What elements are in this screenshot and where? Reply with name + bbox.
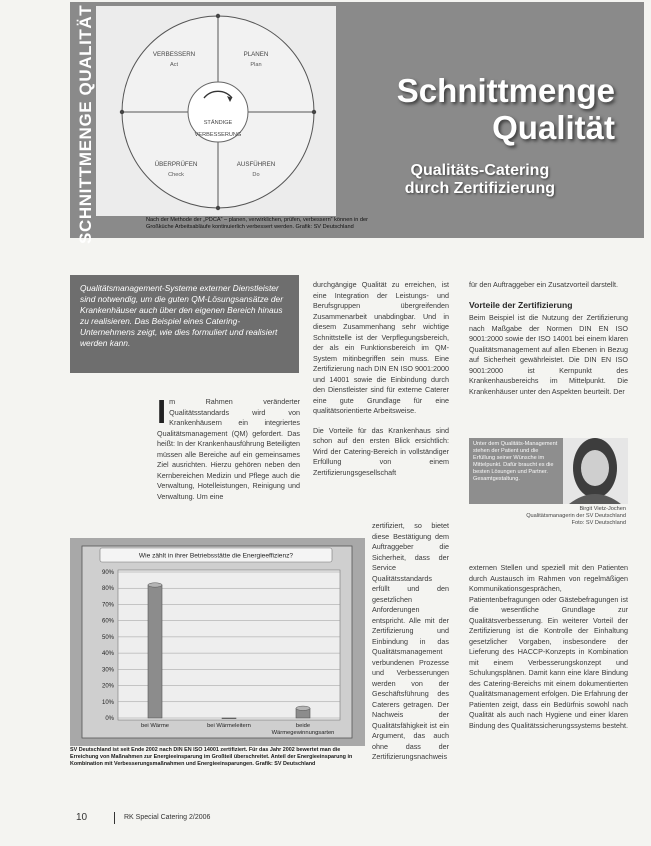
pdca-diagram: [96, 6, 336, 216]
center-label-top: STÄNDIGE: [203, 120, 233, 126]
footer-divider: [114, 812, 115, 824]
page-number: 10: [76, 812, 88, 823]
lead-paragraph: Qualitätsmanagement-Systeme externer Dienstleister sind notwendig, um die guten QM-Lösungsansätze der Krankenhäuser auch über den eigenen Bereich hinaus zu realisieren. Das Beispiel eines Catering-Unternehmens zeigt, wie dies formuliert und realisiert werden kann.: [70, 275, 299, 373]
body-column-right-continued: [469, 563, 628, 740]
publication-name: RK Special Catering 2/2006: [124, 814, 211, 821]
y-tick-label: 0%: [105, 716, 114, 722]
x-tick-label: Wärmegewinnungsarten: [271, 730, 335, 736]
body-paragraph: Die Vorteile für das Krankenhaus sind schon auf den ersten Blick ersichtlich: Wird der Catering-Bereich in vollständiger Erfüllung von einem Zertifizierungsgesellschaft: [313, 425, 449, 477]
body-paragraph: externen Stellen und speziell mit den Patienten durch Austausch im Rahmen von regelmäßigen Kommunikationsgesprächen, Patientenbefragungen oder Gästebefragungen ist die wesentliche Grundlage zur Qualitätsverbesserung. Ein weiterer Vorteil der Zertifizierung ist die Kontrolle der Einhaltung gesetzlicher Vorgaben, insbesondere der Lieferung des HACCP-Konzepts in Kombination mit einem Verbesserungskonzept und Schulungsplänen. Damit kann eine klare Bindung des Catering-Bereichs mit einem dokumentierten Qualitätsmanagement erfolgen. Die Erfahrung der Patienten zeigt, dass ein Bedürfnis sowohl nach Qualität als auch nach Hygiene und einer klaren Bindung des Qualitätssicherungssystems besteht.: [469, 563, 629, 730]
quadrant-plan-sub: Plan: [250, 62, 262, 68]
page-title: [397, 72, 615, 146]
portrait-credit: Foto: SV Deutschland: [571, 520, 626, 526]
body-column-left: [157, 393, 300, 511]
y-tick-label: 80%: [101, 586, 114, 593]
quadrant-act-sub: Act: [169, 62, 179, 68]
bar-cap: [296, 706, 310, 710]
quadrant-check-title: ÜBERPRÜFEN: [154, 161, 198, 168]
x-tick-label: beide: [295, 723, 311, 729]
y-tick-label: 50%: [101, 634, 114, 641]
quadrant-do-sub: Do: [252, 172, 260, 178]
x-tick-label: bei Wärme: [140, 723, 170, 729]
y-tick-label: 40%: [101, 651, 114, 658]
body-paragraph: zertifiziert, so bietet diese Bestätigung dem Auftraggeber die Sicherheit, dass der Service Qualitätsstandards erfüllt und den gesetzlichen Anforderungen entspricht. Alle mit der Zertifizierung und Einbindung in das Qualitätsmanagement verbundenen Prozesse und Verbesserungen werden von der Geschäftsführung des Caterers getragen. Der Nachweis der Qualitätsfähigkeit ist ein Argument, das auch ohne dass der Zertifizierungsnachweis: [372, 521, 449, 761]
chart-container: [70, 538, 365, 746]
body-paragraph: Beim Beispiel ist die Nutzung der Zertifizierung nach Maßgabe der Normen DIN EN ISO 9001:2000 sowie der ISO 14001 bei einem klaren Qualitätsmanagement auf allen Ebenen in Bezug auf Sicherheit gewährleistet. Die DIN EN ISO 9001:2000 ist Kernpunkt des Krankenhausbereichs im Mittelpunkt. Die Krankenhäuser unter den Aspekten beurteilt. Der: [469, 313, 628, 396]
portrait-caption: [475, 506, 626, 527]
diagram-caption: Nach der Methode der „PDCA“ – planen, verwirklichen, prüfen, verbessern“ können in der Großküche Arbeitsabläufe kontinuierlich verbessert werden. Grafik: SV Deutschland: [146, 217, 368, 230]
quadrant-do-title: AUSFÜHREN: [236, 161, 276, 168]
body-column-right: [469, 280, 628, 406]
x-tick-label: bei Wärmeleitern: [207, 723, 251, 729]
chart-caption: SV Deutschland ist seit Ende 2002 nach DIN EN ISO 14001 zertifiziert. Für das Jahr 2002 bewertet man die Erreichung von Maßnahmen zur Energieeinsparung im Großteil überschreitet. Anteil der Energieeinsparung in Kombination mit Verbesserungsmaßnahmen und Energieeinsparungen. Grafik: SV Deutschland: [70, 747, 353, 767]
page-subtitle: [405, 162, 555, 198]
bar: [148, 585, 162, 718]
section-heading: Vorteile der Zertifizierung: [469, 299, 573, 310]
y-tick-label: 10%: [101, 699, 114, 706]
subtitle-line-2: durch Zertifizierung: [404, 180, 555, 197]
chart-title: Wie zählt in ihrer Betriebsstätte die Energieeffizienz?: [138, 552, 294, 560]
title-line-2: Qualität: [492, 109, 615, 146]
bar-cap: [148, 583, 162, 587]
quadrant-act-title: VERBESSERN: [152, 51, 196, 58]
quadrant-plan-title: PLANEN: [243, 51, 269, 58]
y-tick-label: 30%: [101, 667, 114, 674]
pdca-cycle-graphic: [96, 6, 336, 216]
bar-chart: [70, 538, 365, 746]
portrait-name: Birgit Vietz-Jochen: [579, 506, 626, 512]
drop-cap: I: [157, 393, 167, 430]
body-column-middle-continued: [372, 521, 449, 772]
y-tick-label: 60%: [101, 618, 114, 625]
y-tick-label: 90%: [101, 570, 114, 576]
center-label-bottom: VERBESSERUNG: [194, 132, 242, 138]
y-tick-label: 20%: [101, 683, 114, 690]
quadrant-check-sub: Check: [168, 172, 184, 178]
bar: [222, 718, 236, 719]
body-paragraph: für den Auftraggeber ein Zusatzvorteil darstellt.: [469, 280, 619, 289]
title-line-1: Schnittmenge: [396, 72, 615, 109]
vertical-section-title: SCHNITTMENGE QUALITÄT: [76, 4, 95, 244]
subtitle-line-1: Qualitäts-Catering: [410, 162, 550, 179]
body-column-middle: [313, 280, 449, 487]
body-text-intro: m Rahmen veränderter Qualitätsstandards wird von Krankenhäusern ein integriertes Qualitätsmanagement (QM) gefordert. Das heißt: In der Krankenhausführung Beteiligten müssen alle Bereiche auf ein gemeinsames Ziel ausrichten. Hierzu gehören neben den Kernbereichen Medizin und Pflege auch die Verwaltung, Hotelleistungen, Reinigung und Verwaltung. Um eine: [157, 397, 300, 501]
portrait-quote: Unter dem Qualitäts-Management stehen der Patient und die Erfüllung seiner Wünsche im Mittelpunkt. Dafür braucht es die besten Lösungen und Partner. Gesamtgestaltung.: [473, 441, 558, 482]
portrait-role: Qualitätsmanagerin der SV Deutschland: [526, 513, 626, 519]
y-tick-label: 70%: [101, 602, 114, 609]
body-paragraph: durchgängige Qualität zu erreichen, ist eine Integration der Leistungs- und Berufsgruppen übergreifenden Zusammenarbeit unabdingbar. Und in diesem Zusammenhang sehr wichtige Schnittstelle ist der Verpflegungsbereich, der als ein Funktionsbereich im QM-System mitinbegriffen sein muss. Eine Zertifizierung nach DIN EN ISO 9001:2000 und 14001 sowie die Einbindung durch den Dienstleister sind für externe Caterer eine gute Grundlage für eine qualitätsorientierte Arbeitsweise.: [313, 280, 449, 415]
